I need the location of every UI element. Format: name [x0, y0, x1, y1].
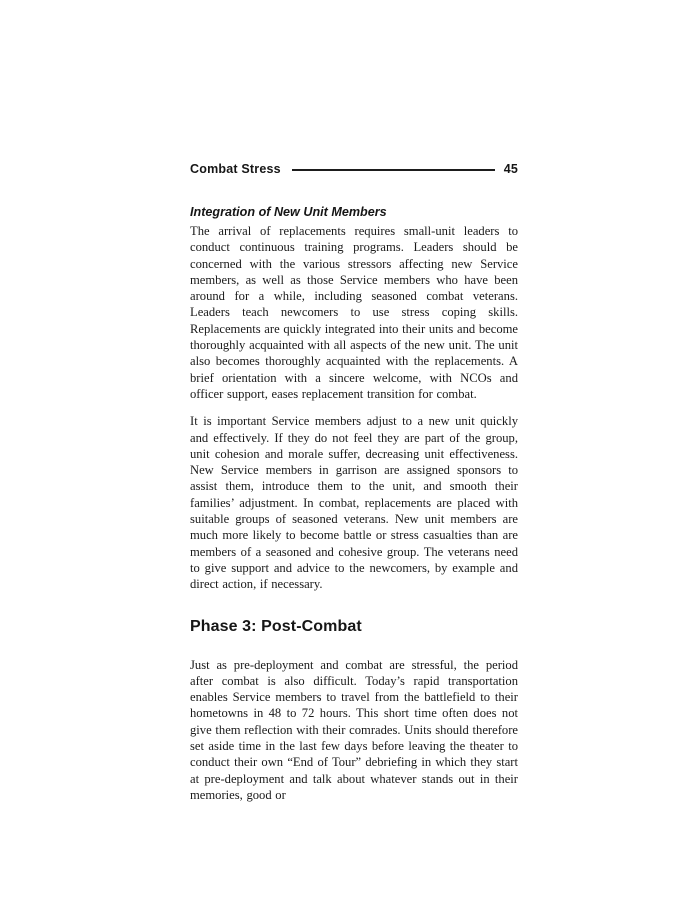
- page-number: 45: [503, 162, 518, 176]
- header-rule: [292, 169, 495, 171]
- paragraph-post-combat: Just as pre-deployment and combat are stressful, the period after combat is also difficult. Today’s rapid transportation enables Service members to travel from the battlefield to their hometowns in 48 to 72 hours. This short time often does not give them reflection with their comrades. Units should therefore set aside time in the last few days before leaving the theater to conduct their own “End of Tour” debriefing in which they start at pre-deployment and talk about whatever stands out in their memories, good or: [190, 657, 518, 802]
- subheading-integration-of-new-unit-members: Integration of New Unit Members: [190, 205, 387, 219]
- running-header: [190, 162, 518, 176]
- paragraph-replacements-arrival: The arrival of replacements requires small-unit leaders to conduct continuous training programs. Leaders should be concerned with the various stressors affecting new Service members, as well as those Service members who have been around for a while, including seasoned combat veterans. Leaders teach newcomers to use stress coping skills. Replacements are quickly integrated into their units and become thoroughly acquainted with all aspects of the new unit. The unit also becomes thoroughly acquainted with the replacements. A brief orientation with a sincere welcome, with NCOs and officer support, eases replacement transition for combat.: [190, 224, 518, 401]
- heading-phase-3-post-combat: Phase 3: Post-Combat: [190, 617, 362, 635]
- paragraph-unit-adjustment: It is important Service members adjust to a new unit quickly and effectively. If they do not feel they are part of the group, unit cohesion and morale suffer, decreasing unit effectiveness. New Service members in garrison are assigned sponsors to assist them, introduce them to the unit, and smooth their families’ adjustment. In combat, replacements are placed with suitable groups of seasoned veterans. New unit members are much more likely to become battle or stress casualties than are members of a seasoned and cohesive group. The veterans need to give support and advice to the newcomers, by example and direct action, if necessary.: [190, 414, 518, 592]
- running-header-title: Combat Stress: [190, 162, 281, 176]
- body-text: [190, 205, 518, 803]
- page-content: [190, 162, 518, 814]
